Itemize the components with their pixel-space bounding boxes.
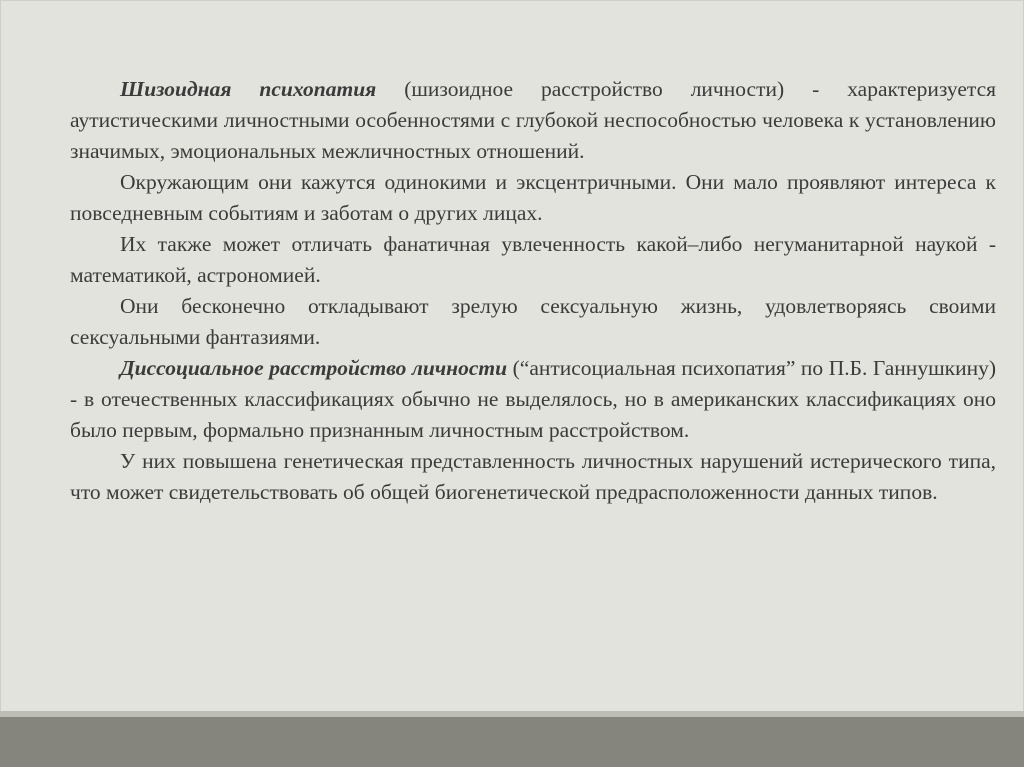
- paragraph-fantasies: [70, 291, 996, 353]
- paragraph-text: Они бесконечно откладывают зрелую сексуальную жизнь, удовлетворяясь своими сексуальными фантазиями.: [70, 294, 996, 349]
- paragraph-text: (“антисоциальная психопатия” по П.Б. Ганнушкину) - в отечественных классификациях обычно не выделялось, но в американских классификациях оно было первым, формально признанным личностным расстройством.: [70, 356, 996, 442]
- term-dissocial-disorder: Диссоциальное расстройство личности: [120, 356, 508, 380]
- footer-bar: [0, 717, 1024, 767]
- term-schizoid-psychopathy: Шизоидная психопатия: [120, 77, 377, 101]
- slide-text-body: [70, 74, 996, 508]
- paragraph-text: У них повышена генетическая представленность личностных нарушений истерического типа, что может свидетельствовать об общей биогенетической предрасположенности данных типов.: [70, 449, 996, 504]
- paragraph-fanatic-science: [70, 229, 996, 291]
- paragraph-schizoid: [70, 74, 996, 167]
- paragraph-text: (шизоидное расстройство личности) - характеризуется аутистическими личностными особенностями с глубокой неспособностью человека к установлению значимых, эмоциональных межличностных отношений.: [70, 77, 996, 163]
- paragraph-dissocial: [70, 353, 996, 446]
- paragraph-loneliness: [70, 167, 996, 229]
- paragraph-text: Их также может отличать фанатичная увлеченность какой–либо негуманитарной наукой - математикой, астрономией.: [70, 232, 996, 287]
- paragraph-genetic: [70, 446, 996, 508]
- paragraph-text: Окружающим они кажутся одинокими и эксцентричными. Они мало проявляют интереса к повседневным событиям и заботам о других лицах.: [70, 170, 996, 225]
